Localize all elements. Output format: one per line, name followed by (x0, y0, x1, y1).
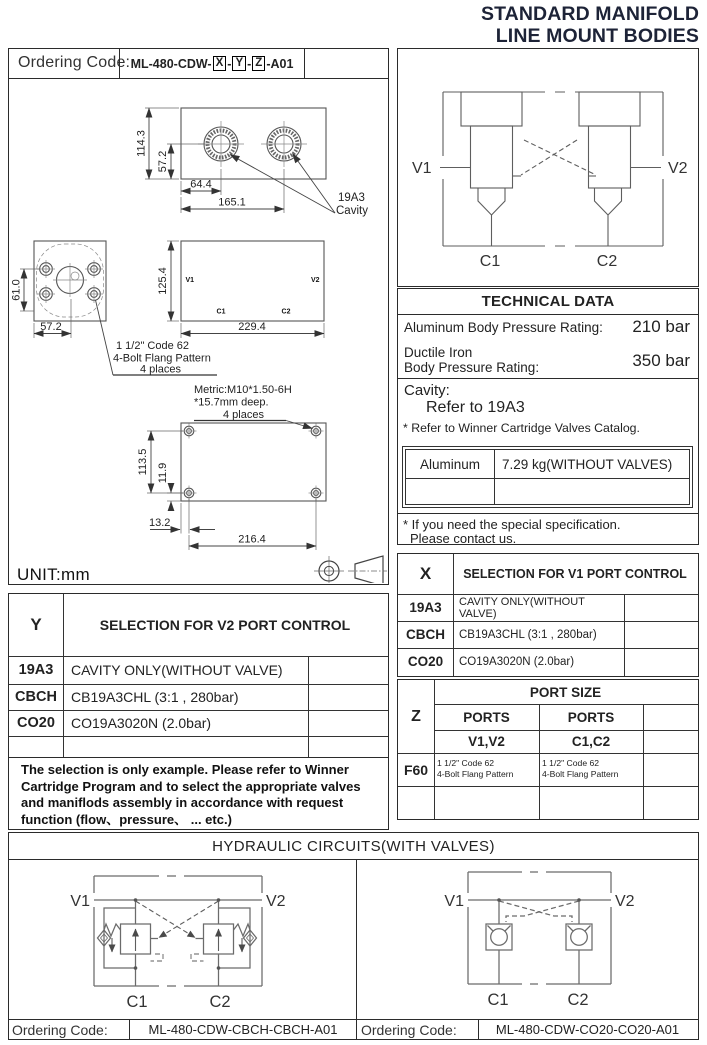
port-size-cell1 (437, 758, 537, 780)
selection-y-row-desc: CB19A3CHL (3:1 , 280bar) (71, 689, 239, 705)
special-spec-note-line2: Please contact us. (410, 531, 517, 546)
circuit-cbch-ordering-value: ML-480-CDW-CBCH-CBCH-A01 (148, 1022, 338, 1037)
ordering-code-value (119, 49, 305, 78)
dim-bottom-edge-v: 11.9 (157, 462, 169, 484)
ordering-code-label: Ordering Code: (18, 54, 131, 71)
schematic-port-c1: C1 (479, 253, 501, 270)
cavity-callout-line2: Cavity (336, 205, 368, 217)
selection-y-row-code: CO20 (17, 715, 55, 731)
metric-note-line2: *15.7mm deep. (194, 396, 269, 409)
circuit-cbch (9, 860, 356, 1019)
technical-data-header: TECHNICAL DATA (481, 293, 615, 310)
dim-bottom-height: 113.5 (137, 448, 149, 476)
port-size-table (397, 679, 699, 820)
cavity-callout-line1: 19A3 (338, 192, 365, 204)
note-line1: The selection is only example. Please refer to Winner (21, 762, 349, 777)
port-size-title: PORT SIZE (529, 684, 602, 700)
circuit-co20-ordering-value: ML-480-CDW-CO20-CO20-A01 (495, 1022, 680, 1037)
selection-x-row-code: CBCH (406, 627, 445, 642)
weight-value: 7.29 kg(WITHOUT VALVES) (502, 456, 673, 472)
cavity-label: Cavity: (404, 382, 450, 399)
circuit-co20-v2: V2 (615, 893, 635, 910)
side-port-c2: C2 (281, 308, 291, 316)
unit-label: UNIT:mm (17, 565, 90, 583)
ordering-code-row (9, 49, 388, 79)
metric-note-line3: 4 places (223, 409, 264, 421)
ordering-code-suffix: -A01 (266, 56, 294, 71)
schematic-port-v1: V1 (412, 160, 432, 177)
circuit-cbch-c1: C1 (126, 993, 148, 1011)
selection-note (8, 757, 389, 830)
schematic-port-c2: C2 (596, 253, 618, 270)
drawing-panel (8, 48, 389, 585)
circuit-cbch-v2: V2 (266, 893, 286, 910)
selection-y-row-desc: CO19A3020N (2.0bar) (71, 715, 212, 731)
selection-x-row-desc: CAVITY ONLY(WITHOUT VALVE) (459, 595, 585, 620)
flange-note-line2: 4-Bolt Flang Pattern (113, 352, 211, 365)
ordering-code-prefix: ML-480-CDW- (130, 56, 212, 71)
circuit-co20 (356, 860, 697, 1019)
schematic-panel (397, 48, 699, 287)
schematic-port-v2: V2 (668, 160, 688, 177)
dim-side-height: 125.4 (157, 267, 169, 295)
tapped-holes (182, 424, 324, 501)
projection-symbol-icon (314, 556, 387, 583)
dim-top-height: 114.3 (135, 130, 148, 157)
ductile-rating-label2: Body Pressure Rating: (404, 360, 540, 375)
side-port-c1: C1 (216, 308, 226, 316)
ordering-sep2: - (247, 56, 252, 71)
selection-x-row-code: 19A3 (409, 600, 442, 615)
selection-x-row-code: CO20 (407, 654, 444, 669)
port-size-col2-ports: C1,C2 (571, 734, 611, 749)
port-size-code: Z (411, 707, 421, 725)
side-port-v2: V2 (310, 277, 320, 284)
selection-y-row-code: CBCH (15, 689, 57, 705)
title-line-2: LINE MOUNT BODIES (495, 25, 699, 48)
dim-bottom-edge-h: 13.2 (149, 517, 171, 529)
aluminum-rating-label: Aluminum Body Pressure Rating: (404, 320, 603, 335)
cartridge-schematic (398, 49, 697, 285)
ductile-rating-label1: Ductile Iron (404, 345, 473, 360)
selection-x-row-desc: CB19A3CHL (3:1 , 280bar) (459, 628, 597, 641)
note-line2: Cartridge Program and to select the appropriate valves (21, 778, 361, 794)
flange-note-line3: 4 places (140, 363, 181, 376)
port-size-col1-header: PORTS (463, 709, 510, 725)
port-size-col2-header: PORTS (567, 709, 615, 725)
ductile-rating-value: 350 bar (632, 351, 690, 370)
port-size-cell1-line1: 1 1/2" Code 62 (437, 758, 495, 768)
circuit-cbch-c2: C2 (209, 993, 231, 1011)
weight-material: Aluminum (419, 456, 481, 472)
metric-note-line1: Metric:M10*1.50-6H (194, 384, 292, 396)
selection-x-header: SELECTION FOR V1 PORT CONTROL (463, 567, 687, 581)
port-size-cell2-line1: 1 1/2" Code 62 (542, 758, 600, 768)
note-line4: function (flow、pressure、 ... etc.) (21, 811, 232, 827)
cavity-note: * Refer to Winner Cartridge Valves Catalog. (403, 421, 640, 435)
page-title (481, 3, 699, 47)
port-size-cell2 (542, 758, 642, 780)
port-size-cell1-line2: 4-Bolt Flang Pattern (437, 769, 514, 779)
dim-top-center: 57.2 (157, 150, 169, 173)
ordering-sep1: - (227, 56, 232, 71)
selection-y-table (8, 593, 389, 758)
cavity-circles (198, 121, 307, 167)
ordering-code-z-box: Z (252, 56, 265, 71)
selection-y-header: SELECTION FOR V2 PORT CONTROL (99, 617, 351, 633)
title-line-1: STANDARD MANIFOLD (481, 3, 699, 25)
circuit-co20-c2: C2 (567, 991, 589, 1009)
special-spec-note-line1: * If you need the special specification. (403, 517, 621, 532)
ordering-code-x-box: X (213, 56, 227, 71)
port-size-row-code: F60 (403, 761, 429, 778)
circuit-co20-ordering-label: Ordering Code: (361, 1021, 457, 1038)
technical-data-panel (397, 288, 699, 545)
hydraulic-circuits-header: HYDRAULIC CIRCUITS(WITH VALVES) (9, 833, 698, 860)
circuit-cbch-v1: V1 (70, 893, 90, 910)
dim-end-height: 61.0 (10, 279, 23, 301)
circuit-co20-v1: V1 (444, 893, 464, 910)
dimension-drawing (9, 80, 387, 583)
selection-x-code: X (419, 564, 432, 583)
selection-x-table (397, 553, 699, 677)
selection-y-row-code: 19A3 (18, 662, 54, 678)
flange-note-line1: 1 1/2" Code 62 (116, 340, 190, 352)
dim-bottom-width: 216.4 (238, 533, 266, 546)
circuit-co20-c1: C1 (487, 991, 509, 1009)
dim-top-hole: 64.4 (190, 178, 212, 191)
weight-table (405, 449, 690, 505)
cavity-value: Refer to 19A3 (426, 399, 525, 416)
dim-end-width: 57.2 (40, 321, 62, 333)
aluminum-rating-value: 210 bar (632, 317, 690, 336)
dim-side-width: 229.4 (238, 321, 266, 333)
port-size-col1-ports: V1,V2 (468, 734, 505, 749)
hydraulic-circuits-panel (8, 832, 699, 1040)
port-size-cell2-line2: 4-Bolt Flang Pattern (542, 769, 619, 779)
note-line3: and maniflods assembly in accordance with request (21, 795, 344, 810)
ordering-code-y-box: Y (232, 56, 246, 71)
side-port-v1: V1 (185, 277, 195, 284)
selection-x-row-desc: CO19A3020N (2.0bar) (459, 655, 575, 668)
dim-top-span: 165.1 (218, 196, 246, 209)
circuit-cbch-ordering-label: Ordering Code: (12, 1021, 108, 1038)
selection-y-code: Y (30, 615, 42, 634)
selection-y-row-desc: CAVITY ONLY(WITHOUT VALVE) (71, 662, 283, 678)
